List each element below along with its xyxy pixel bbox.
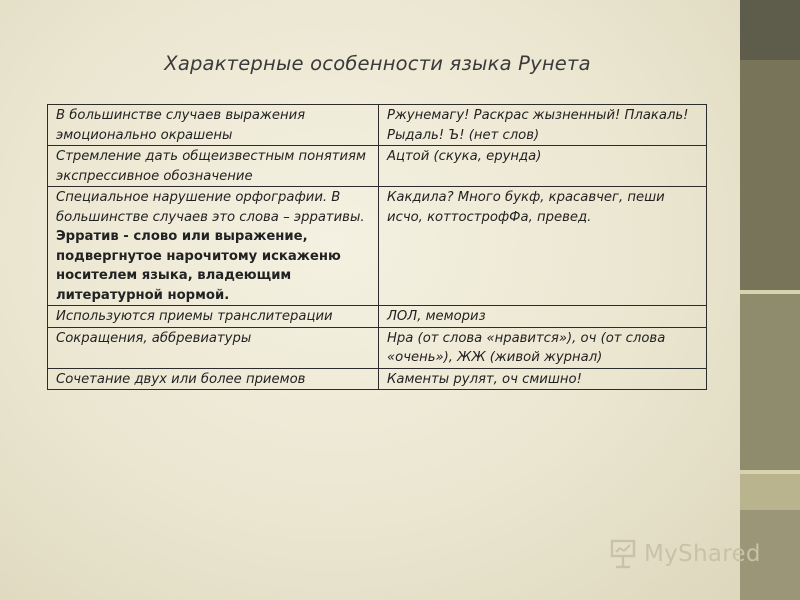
feature-cell: Сочетание двух или более приемов [48,368,379,390]
table-row [48,105,707,146]
feature-cell: Сокращения, аббревиатуры [48,327,379,368]
feature-cell: Стремление дать общеизвестным понятиям экспрессивное обозначение [48,146,379,187]
table-row [48,368,707,390]
feature-cell [48,187,379,306]
example-cell: Нра (от слова «нравится»), оч (от слова «очень»), ЖЖ (живой журнал) [379,327,707,368]
table-row [48,146,707,187]
myshared-watermark[interactable] [606,536,761,572]
table-row [48,327,707,368]
side-decoration-divider [740,470,800,474]
example-cell: ЛОЛ, мемориз [379,306,707,328]
features-table [47,104,707,390]
watermark-text: MyShared [644,541,761,567]
example-cell: Ржунемагу! Раскрас жызненный! Плакаль! Рыдаль! Ъ! (нет слов) [379,105,707,146]
errative-definition: Эрратив - слово или выражение, подвергнутое нарочитому искаженю носителем языка, владеющим литературной нормой. [56,229,341,303]
feature-cell: В большинстве случаев выражения эмоционально окрашены [48,105,379,146]
example-cell: Каменты рулят, оч смишно! [379,368,707,390]
table-row [48,306,707,328]
feature-cell: Используются приемы транслитерации [48,306,379,328]
example-cell: Ацтой (скука, ерунда) [379,146,707,187]
feature-text: Специальное нарушение орфографии. В большинстве случаев это слова – эрративы. [56,190,365,225]
presenter-board-icon [606,537,640,571]
side-decoration-bar [740,0,800,600]
slide-title: Характерные особенности языка Рунета [164,52,591,75]
table-row [48,187,707,306]
side-decoration-divider [740,290,800,294]
example-cell: Какдила? Много букф, красавчег, пеши исчо, коттострофФа, превед. [379,187,707,306]
